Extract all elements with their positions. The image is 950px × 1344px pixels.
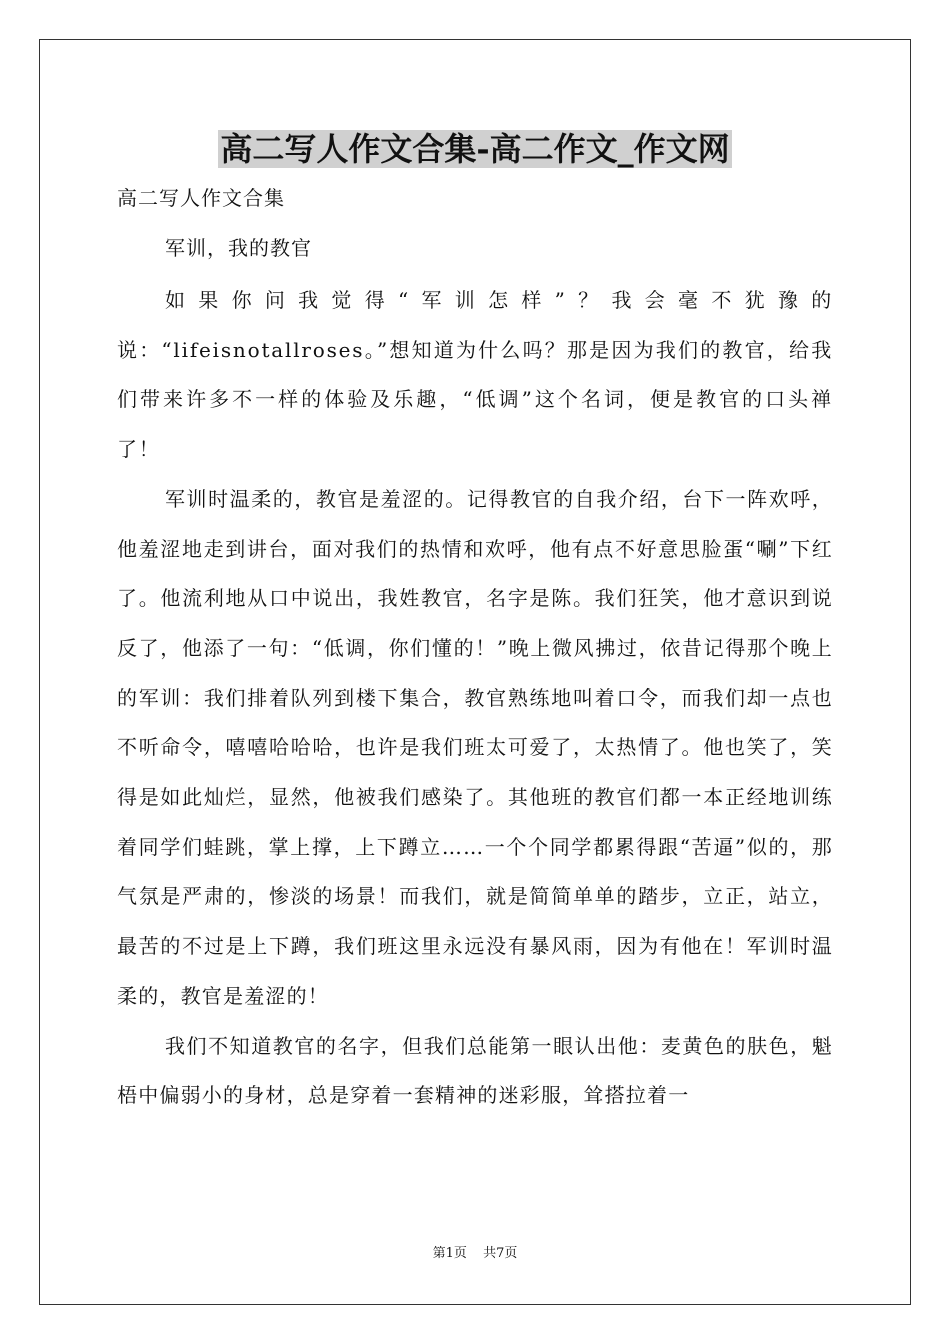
document-title-text: 高二写人作文合集-高二作文_作文网 [220, 130, 730, 168]
paragraph: 军训时温柔的，教官是羞涩的。记得教官的自我介绍，台下一阵欢呼，他羞涩地走到讲台，面对我们的热情和欢呼，他有点不好意思脸蛋“唰”下红了。他流利地从口中说出，我姓教官，名字是陈。我们狂笑，他才意识到说反了，他添了一句：“低调，你们懂的！”晚上微风拂过，依昔记得那个晚上的军训：我们排着队列到楼下集合，教官熟练地叫着口令，而我们却一点也不听命令，嘻嘻哈哈哈，也许是我们班太可爱了，太热情了。他也笑了，笑得是如此灿烂，显然，他被我们感染了。其他班的教官们都一本正经地训练着同学们蛙跳，掌上撑，上下蹲立……一个个同学都累得跟“苦逼”似的，那气氛是严肃的，惨淡的场景！而我们，就是简简单单的踏步，立正，站立，最苦的不过是上下蹲，我们班这里永远没有暴风雨，因为有他在！军训时温柔的，教官是羞涩的！ [117, 486, 833, 1008]
paragraph: 我们不知道教官的名字，但我们总能第一眼认出他：麦黄色的肤色，魁梧中偏弱小的身材，总是穿着一套精神的迷彩服，耸搭拉着一 [117, 1033, 833, 1108]
document-subtitle: 高二写人作文合集 [117, 186, 285, 210]
article-body [117, 276, 833, 1121]
paragraph: 如果你问我觉得“军训怎样”？我会毫不犹豫的说：“lifeisnotallroses。”想知道为什么吗？那是因为我们的教官，给我们带来许多不一样的体验及乐趣，“低调”这个名词，便是教官的口头禅了！ [117, 288, 833, 462]
article-heading: 军训，我的教官 [165, 236, 312, 260]
page-number-total: 共7页 [483, 1246, 518, 1261]
document-title [0, 124, 950, 174]
page-footer [0, 1244, 950, 1264]
page-number-current: 第1页 [432, 1246, 467, 1261]
